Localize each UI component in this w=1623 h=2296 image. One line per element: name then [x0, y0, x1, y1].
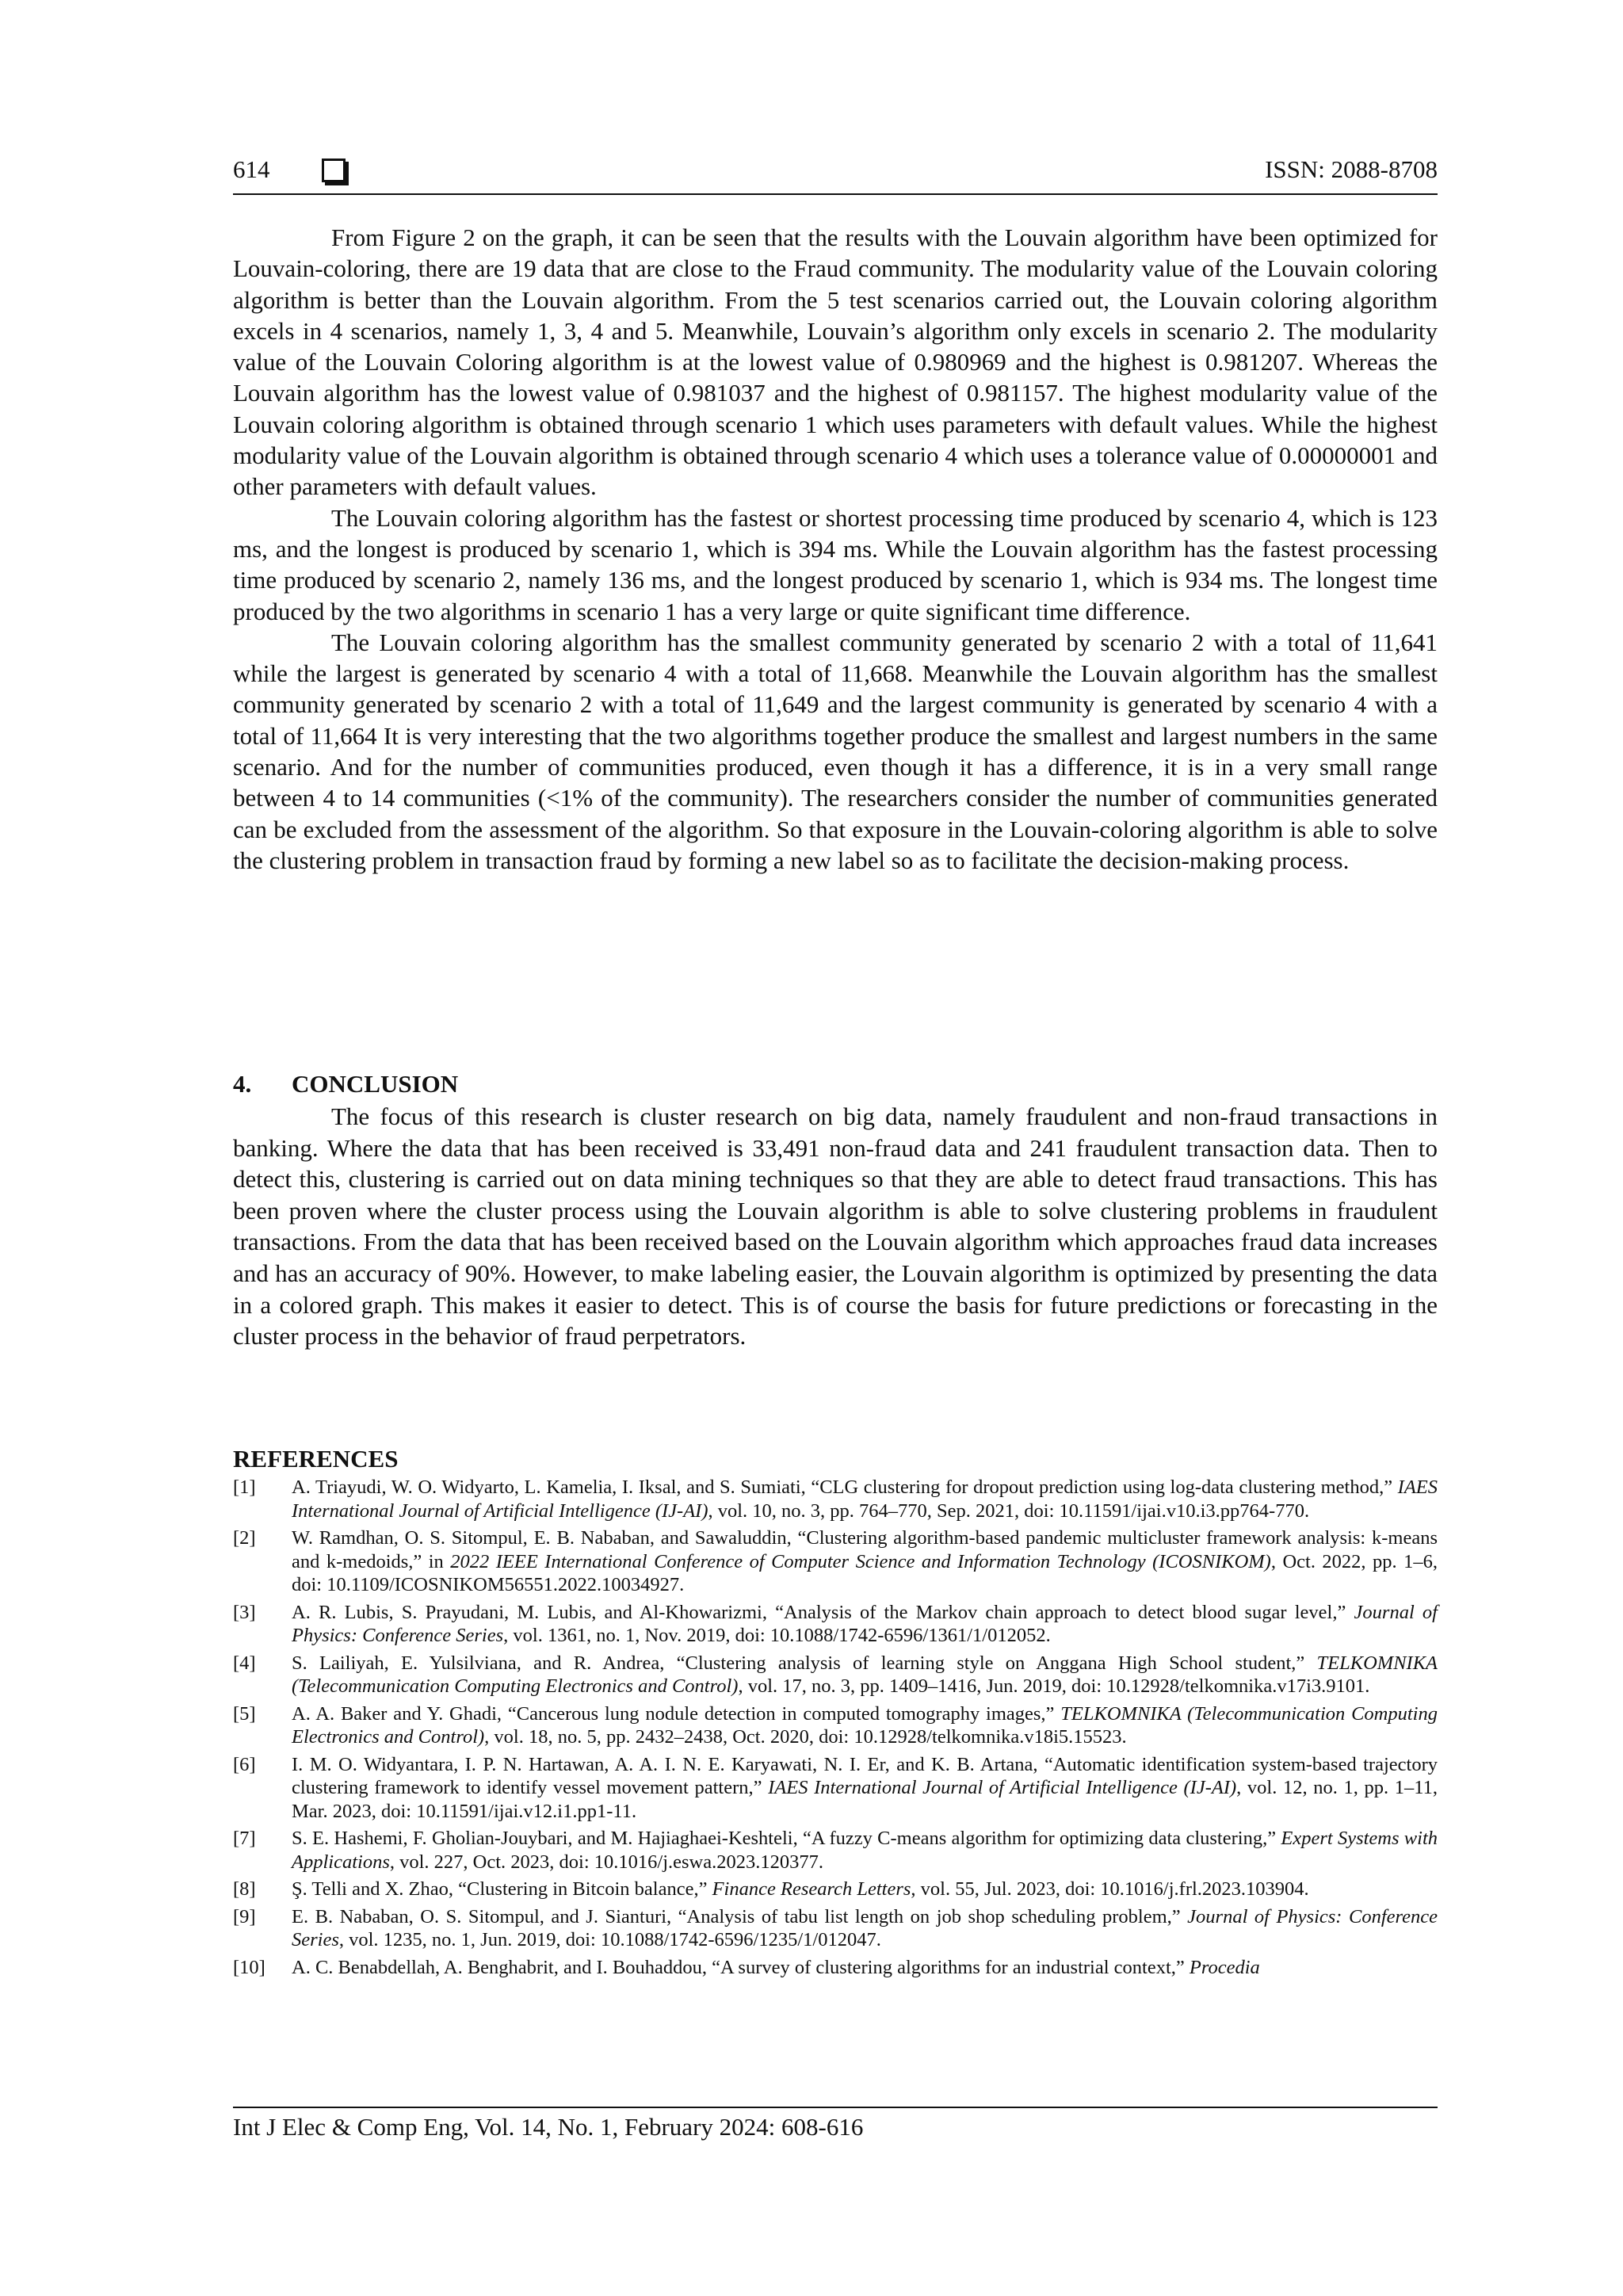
section-number: 4. — [233, 1070, 252, 1098]
references-heading: REFERENCES — [233, 1445, 399, 1473]
reference-authors-title: W. Ramdhan, O. S. Sitompul, E. B. Nababan, and Sawaluddin, “Clustering algorithm-based pandemic multicluster framework analysis: k-means and k-medoids,” in — [292, 1527, 1438, 1572]
reference-authors-title: I. M. O. Widyantara, I. P. N. Hartawan, A. A. I. N. E. Karyawati, N. I. Er, and K. B. Artana, “Automatic identification system-based trajectory clustering framework to identify vessel movement pattern,” — [292, 1753, 1438, 1798]
footer-citation: Int J Elec & Comp Eng, Vol. 14, No. 1, February 2024: 608-616 — [233, 2113, 864, 2141]
header-rule — [233, 193, 1438, 195]
reference-item — [233, 1827, 1438, 1874]
reference-number: [2] — [233, 1527, 256, 1549]
reference-item — [233, 1702, 1438, 1749]
reference-details: , vol. 55, Jul. 2023, doi: 10.1016/j.frl.2023.103904. — [911, 1878, 1309, 1900]
reference-details: , vol. 18, no. 5, pp. 2432–2438, Oct. 2020, doi: 10.12928/telkomnika.v18i5.15523. — [484, 1726, 1127, 1748]
reference-text — [292, 1702, 1438, 1749]
body-text — [233, 222, 1438, 876]
reference-authors-title: A. C. Benabdellah, A. Benghabrit, and I. Bouhaddou, “A survey of clustering algorithms for an industrial context,” — [292, 1956, 1190, 1978]
reference-item — [233, 1476, 1438, 1522]
reference-text — [292, 1652, 1438, 1698]
page-number: 614 — [233, 155, 270, 183]
reference-details: , vol. 17, no. 3, pp. 1409–1416, Jun. 2019, doi: 10.12928/telkomnika.v17i3.9101. — [738, 1675, 1370, 1697]
reference-venue: IAES International Journal of Artificial Intelligence (IJ-AI) — [768, 1777, 1237, 1798]
reference-details: , Oct. 2022, pp. 1–6, doi: 10.1109/ICOSNIKOM56551.2022.10034927. — [292, 1550, 1438, 1595]
reference-number: [7] — [233, 1828, 256, 1849]
reference-number: [6] — [233, 1753, 256, 1775]
reference-number: [9] — [233, 1905, 256, 1927]
reference-venue: TELKOMNIKA (Telecommunication Computing Electronics and Control) — [292, 1702, 1438, 1748]
reference-authors-title: E. B. Nababan, O. S. Sitompul, and J. Sianturi, “Analysis of tabu list length on job shop scheduling problem,” — [292, 1905, 1188, 1927]
reference-details: , vol. 227, Oct. 2023, doi: 10.1016/j.eswa.2023.120377. — [389, 1851, 823, 1873]
reference-text — [292, 1476, 1438, 1522]
section-heading — [233, 1070, 1438, 1098]
reference-item — [233, 1601, 1438, 1648]
reference-item — [233, 1526, 1438, 1597]
reference-number: [10] — [233, 1956, 265, 1978]
reference-venue: Finance Research Letters — [712, 1878, 911, 1900]
issn: ISSN: 2088-8708 — [1265, 155, 1438, 183]
reference-item — [233, 1956, 1438, 1980]
reference-venue: TELKOMNIKA (Telecommunication Computing Electronics and Control) — [292, 1652, 1438, 1697]
reference-venue: IAES International Journal of Artificial Intelligence (IJ-AI) — [292, 1477, 1438, 1522]
reference-number: [5] — [233, 1702, 256, 1725]
reference-item — [233, 1878, 1438, 1901]
reference-number: [8] — [233, 1878, 256, 1900]
reference-authors-title: A. Triayudi, W. O. Widyarto, L. Kamelia, I. Iksal, and S. Sumiati, “CLG clustering for dropout prediction using log-data clustering method,” — [292, 1477, 1398, 1498]
reference-number: [3] — [233, 1601, 256, 1623]
reference-authors-title: S. E. Hashemi, F. Gholian-Jouybari, and M. Hajiaghaei-Keshteli, “A fuzzy C-means algorithm for optimizing data clustering,” — [292, 1828, 1281, 1849]
reference-authors-title: Ş. Telli and X. Zhao, “Clustering in Bitcoin balance,” — [292, 1878, 712, 1900]
reference-text — [292, 1827, 1438, 1874]
paragraph: From Figure 2 on the graph, it can be seen that the results with the Louvain algorithm have been optimized for Louvain-coloring, there are 19 data that are close to the Fraud community. The modularity value of the Louvain coloring algorithm is better than the Louvain algorithm. From the 5 test scenarios carried out, the Louvain coloring algorithm excels in 4 scenarios, namely 1, 3, 4 and 5. Meanwhile, Louvain’s algorithm only excels in scenario 2. The modularity value of the Louvain Coloring algorithm is at the lowest value of 0.980969 and the highest is 0.981207. Whereas the Louvain algorithm has the lowest value of 0.981037 and the highest of 0.981157. The highest modularity value of the Louvain coloring algorithm is obtained through scenario 1 which uses parameters with default values. While the highest modularity value of the Louvain algorithm is obtained through scenario 4 which uses a tolerance value of 0.00000001 and other parameters with default values. — [233, 223, 1438, 501]
reference-venue: Expert Systems with Applications — [292, 1828, 1438, 1873]
reference-details: , vol. 10, no. 3, pp. 764–770, Sep. 2021, doi: 10.11591/ijai.v10.i3.pp764-770. — [708, 1499, 1310, 1522]
reference-venue: Journal of Physics: Conference Series — [292, 1905, 1438, 1950]
reference-number: [4] — [233, 1652, 256, 1674]
reference-details: , vol. 1361, no. 1, Nov. 2019, doi: 10.1088/1742-6596/1361/1/012052. — [503, 1625, 1051, 1646]
page-footer — [233, 2107, 1438, 2141]
reference-venue: 2022 IEEE International Conference of Computer Science and Information Technology (ICOSNIKOM) — [450, 1550, 1271, 1572]
paragraph: The Louvain coloring algorithm has the fastest or shortest processing time produced by scenario 4, which is 123 ms, and the longest is produced by scenario 1, which is 394 ms. While the Louvain algorithm has the fastest processing time produced by scenario 2, namely 136 ms, and the longest produced by scenario 1, which is 934 ms. The longest time produced by the two algorithms in scenario 1 has a very large or quite significant time difference. — [233, 503, 1438, 625]
checkbox-square-icon — [322, 159, 346, 182]
reference-text — [292, 1753, 1438, 1824]
reference-text — [292, 1905, 1438, 1952]
reference-venue: Procedia — [1189, 1956, 1260, 1978]
reference-text — [292, 1878, 1438, 1901]
reference-item — [233, 1753, 1438, 1824]
reference-number: [1] — [233, 1477, 256, 1498]
reference-details: , vol. 1235, no. 1, Jun. 2019, doi: 10.1088/1742-6596/1235/1/012047. — [338, 1929, 881, 1950]
reference-authors-title: A. R. Lubis, S. Prayudani, M. Lubis, and Al-Khowarizmi, “Analysis of the Markov chain approach to detect blood sugar level,” — [292, 1601, 1354, 1623]
reference-text — [292, 1956, 1438, 1980]
reference-authors-title: A. A. Baker and Y. Ghadi, “Cancerous lung nodule detection in computed tomography images,” — [292, 1702, 1061, 1725]
paragraph: The Louvain coloring algorithm has the smallest community generated by scenario 2 with a total of 11,641 while the largest is generated by scenario 4 with a total of 11,668. Meanwhile the Louvain algorithm has the smallest community generated by scenario 2 with a total of 11,649 and the largest community is generated by scenario 4 with a total of 11,664 It is very interesting that the two algorithms together produce the smallest and largest numbers in the same scenario. And for the number of communities produced, even though it has a difference, it is in a very small range between 4 to 14 communities (<1% of the community). The researchers consider the number of communities generated can be excluded from the assessment of the algorithm. So that exposure in the Louvain-coloring algorithm is able to solve the clustering problem in transaction fraud by forming a new label so as to facilitate the decision-making process. — [233, 628, 1438, 874]
reference-item — [233, 1652, 1438, 1698]
section-title: CONCLUSION — [292, 1070, 459, 1098]
page-header — [233, 155, 1438, 195]
reference-text — [292, 1601, 1438, 1648]
conclusion-text — [233, 1101, 1438, 1352]
footer-rule — [233, 2107, 1438, 2108]
reference-list — [233, 1476, 1438, 1983]
reference-details: , vol. 12, no. 1, pp. 1–11, Mar. 2023, doi: 10.11591/ijai.v12.i1.pp1-11. — [292, 1777, 1438, 1822]
reference-text — [292, 1526, 1438, 1597]
reference-authors-title: S. Lailiyah, E. Yulsilviana, and R. Andrea, “Clustering analysis of learning style on Anggana High School student,” — [292, 1652, 1317, 1674]
paragraph: The focus of this research is cluster research on big data, namely fraudulent and non-fraud transactions in banking. Where the data that has been received is 33,491 non-fraud data and 241 fraudulent transaction data. Then to detect this, clustering is carried out on data mining techniques so that they are able to detect fraud transactions. This has been proven where the cluster process using the Louvain algorithm is able to solve clustering problems in fraudulent transactions. From the data that has been received based on the Louvain algorithm which approaches fraud data increases and has an accuracy of 90%. However, to make labeling easier, the Louvain algorithm is optimized by presenting the data in a colored graph. This makes it easier to detect. This is of course the basis for future predictions or forecasting in the cluster process in the behavior of fraud perpetrators. — [233, 1102, 1438, 1350]
reference-venue: Journal of Physics: Conference Series — [292, 1601, 1438, 1646]
reference-item — [233, 1905, 1438, 1952]
